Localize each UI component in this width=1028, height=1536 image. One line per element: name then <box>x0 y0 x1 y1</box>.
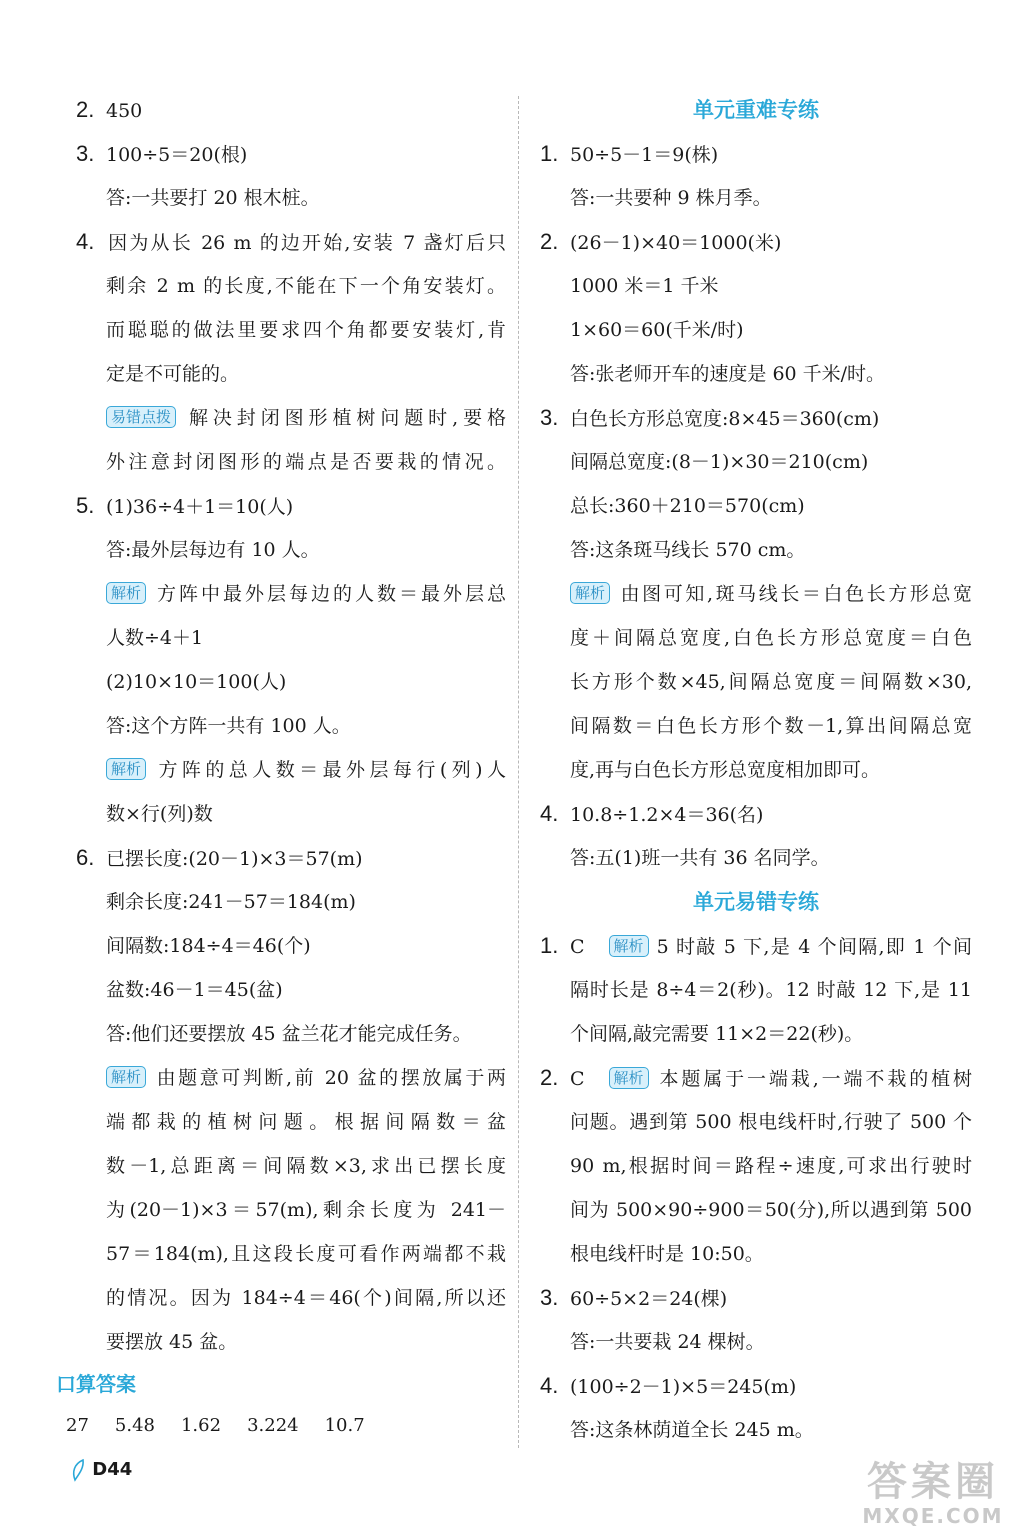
oral-answer-value: 5.48 <box>114 1415 155 1436</box>
question-number: 3. <box>540 405 559 430</box>
answer-line <box>76 1276 506 1320</box>
question-number: 1. <box>540 933 559 958</box>
line-text: 本题属于一端栽,一端不栽的植树 <box>656 1068 972 1090</box>
answer-line <box>76 440 506 484</box>
answer-line <box>76 264 506 308</box>
question-number: 4. <box>76 229 95 254</box>
line-text: 10.8÷1.2×4＝36(名) <box>570 804 764 826</box>
answer-line <box>540 352 972 396</box>
question-line <box>540 924 972 968</box>
question-line <box>540 220 972 264</box>
line-text: 1000 米＝1 千米 <box>570 275 719 297</box>
line-text: 根电线杆时是 10:50。 <box>570 1243 764 1265</box>
line-text: 问题。遇到第 500 根电线杆时,行驶了 500 个 <box>570 1111 972 1133</box>
answer-line <box>540 836 972 880</box>
answer-line <box>76 1056 506 1100</box>
answer-line <box>76 616 506 660</box>
line-text: 方阵中最外层每边的人数＝最外层总 <box>154 583 506 605</box>
line-text: 总长:360＋210＝570(cm) <box>570 495 805 517</box>
line-text: (100÷2－1)×5＝245(m) <box>570 1376 797 1398</box>
line-text: 答:张老师开车的速度是 60 千米/时。 <box>570 363 886 385</box>
line-text: 5 时敲 5 下,是 4 个间隔,即 1 个间 <box>656 936 972 958</box>
question-line <box>540 132 972 176</box>
line-text: 度＋间隔总宽度,白色长方形总宽度＝白色 <box>570 627 972 649</box>
question-number: 6. <box>76 845 95 870</box>
line-text: 定是不可能的。 <box>106 363 240 385</box>
answer-line <box>540 264 972 308</box>
line-text: 57＝184(m),且这段长度可看作两端都不栽 <box>106 1243 506 1265</box>
leaf-icon <box>70 1458 86 1482</box>
answer-line <box>540 660 972 704</box>
choice-answer: C <box>570 936 585 958</box>
oral-answer-value: 3.224 <box>247 1415 299 1436</box>
line-text: 答:一共要栽 24 棵树。 <box>570 1331 765 1353</box>
answer-line <box>76 396 506 440</box>
question-line <box>540 1364 972 1408</box>
note-badge: 解析 <box>570 582 610 604</box>
line-text: 答:这个方阵一共有 100 人。 <box>106 715 351 737</box>
line-text: 间隔数＝白色长方形个数－1,算出间隔总宽 <box>570 715 972 737</box>
note-badge: 解析 <box>609 1067 649 1089</box>
right-column <box>540 88 972 1452</box>
answer-line <box>76 308 506 352</box>
line-text: (26－1)×40＝1000(米) <box>570 232 782 254</box>
answer-line <box>540 1012 972 1056</box>
line-text: 答:这条林荫道全长 245 m。 <box>570 1419 814 1441</box>
answer-line <box>540 704 972 748</box>
line-text: 由题意可判断,前 20 盆的摆放属于两 <box>154 1067 506 1089</box>
line-text: 间隔数:184÷4＝46(个) <box>106 935 311 957</box>
answer-line <box>540 1320 972 1364</box>
line-text: 450 <box>106 100 143 122</box>
line-text: 答:五(1)班一共有 36 名同学。 <box>570 847 830 869</box>
error-practice-answers <box>540 924 972 1452</box>
line-text: 要摆放 45 盆。 <box>106 1331 238 1353</box>
question-line <box>540 396 972 440</box>
line-text: 答:一共要打 20 根木桩。 <box>106 187 320 209</box>
oral-answer-value: 27 <box>66 1415 89 1436</box>
question-number: 4. <box>540 1373 559 1398</box>
line-text: 而聪聪的做法里要求四个角都要安装灯,肯 <box>106 319 506 341</box>
note-badge: 解析 <box>609 935 649 957</box>
line-text: 答:一共要种 9 株月季。 <box>570 187 772 209</box>
answer-line <box>76 352 506 396</box>
answer-line <box>540 1232 972 1276</box>
line-text: 90 m,根据时间＝路程÷速度,可求出行驶时 <box>570 1155 972 1177</box>
question-line <box>540 1056 972 1100</box>
question-line <box>76 88 506 132</box>
note-badge: 易错点拨 <box>106 406 176 428</box>
page-number-text: D44 <box>92 1459 133 1480</box>
answer-line <box>76 1144 506 1188</box>
answer-line <box>540 440 972 484</box>
answer-line <box>540 528 972 572</box>
line-text: 答:这条斑马线长 570 cm。 <box>570 539 806 561</box>
answer-line <box>76 704 506 748</box>
answer-line <box>76 660 506 704</box>
line-text: 剩余长度:241－57＝184(m) <box>106 891 356 913</box>
answer-line <box>540 1188 972 1232</box>
question-number: 3. <box>76 141 95 166</box>
answer-line <box>76 880 506 924</box>
line-text: 为(20－1)×3＝57(m),剩余长度为 241－ <box>106 1199 506 1221</box>
line-text: 间为 500×90÷900＝50(分),所以遇到第 500 <box>570 1199 972 1221</box>
line-text: 度,再与白色长方形总宽度相加即可。 <box>570 759 881 781</box>
line-text: 100÷5＝20(根) <box>106 144 248 166</box>
left-column <box>56 88 506 1448</box>
line-text: 外注意封闭图形的端点是否要栽的情况。 <box>106 451 506 473</box>
choice-answer: C <box>570 1068 585 1090</box>
answer-line <box>540 1408 972 1452</box>
answer-line <box>76 1320 506 1364</box>
key-practice-answers <box>540 132 972 880</box>
line-text: 端都栽的植树问题。根据间隔数＝盆 <box>106 1111 506 1133</box>
line-text: 由图可知,斑马线长＝白色长方形总宽 <box>618 583 972 605</box>
question-number: 5. <box>76 493 95 518</box>
answer-line <box>540 176 972 220</box>
answer-line <box>540 1144 972 1188</box>
line-text: 隔时长是 8÷4＝2(秒)。12 时敲 12 下,是 11 <box>570 979 972 1001</box>
question-number: 4. <box>540 801 559 826</box>
line-text: 个间隔,敲完需要 11×2＝22(秒)。 <box>570 1023 864 1045</box>
question-line <box>76 484 506 528</box>
line-text: 答:他们还要摆放 45 盆兰花才能完成任务。 <box>106 1023 472 1045</box>
line-text: 数－1,总距离＝间隔数×3,求出已摆长度 <box>106 1155 506 1177</box>
answer-line <box>76 792 506 836</box>
question-line <box>540 792 972 836</box>
answer-line <box>76 968 506 1012</box>
question-number: 2. <box>540 229 559 254</box>
line-text: 剩余 2 m 的长度,不能在下一个角安装灯。 <box>106 275 506 297</box>
line-text: 已摆长度:(20－1)×3＝57(m) <box>106 848 363 870</box>
oral-calc-title: 口算答案 <box>56 1372 136 1396</box>
answer-line <box>540 484 972 528</box>
section-title-key-practice: 单元重难专练 <box>693 98 819 122</box>
line-text: 50÷5－1＝9(株) <box>570 144 719 166</box>
question-line <box>76 132 506 176</box>
line-text: 1×60＝60(千米/时) <box>570 319 744 341</box>
line-text: 解决封闭图形植树问题时,要格 <box>184 407 506 429</box>
question-line <box>76 220 506 264</box>
answer-line <box>76 176 506 220</box>
question-line <box>540 1276 972 1320</box>
oral-answer-value: 10.7 <box>324 1415 365 1436</box>
line-text: 60÷5×2＝24(棵) <box>570 1288 728 1310</box>
line-text: 答:最外层每边有 10 人。 <box>106 539 320 561</box>
oral-calc-answers <box>66 1404 506 1448</box>
page-number <box>70 1458 132 1492</box>
answer-line <box>76 1232 506 1276</box>
answer-line <box>540 616 972 660</box>
line-text: 因为从长 26 m 的边开始,安装 7 盏灯后只 <box>106 232 506 254</box>
question-number: 2. <box>540 1065 559 1090</box>
line-text: 长方形个数×45,间隔总宽度＝间隔数×30, <box>570 671 972 693</box>
question-number: 3. <box>540 1285 559 1310</box>
line-text: 数×行(列)数 <box>106 803 213 825</box>
line-text: 人数÷4＋1 <box>106 627 204 649</box>
note-badge: 解析 <box>106 758 146 780</box>
line-text: 方阵的总人数＝最外层每行(列)人 <box>154 759 506 781</box>
line-text: 盆数:46－1＝45(盆) <box>106 979 283 1001</box>
section-title-error-practice: 单元易错专练 <box>693 890 819 914</box>
oral-answer-value: 1.62 <box>180 1415 222 1436</box>
answer-line <box>76 528 506 572</box>
answer-line <box>76 924 506 968</box>
answer-line <box>540 748 972 792</box>
answer-line <box>76 1188 506 1232</box>
answer-line <box>540 572 972 616</box>
answer-line <box>76 572 506 616</box>
column-divider <box>518 96 519 1448</box>
question-number: 2. <box>76 97 95 122</box>
answer-line <box>540 1100 972 1144</box>
answer-line <box>540 968 972 1012</box>
note-badge: 解析 <box>106 1066 146 1088</box>
question-number: 1. <box>540 141 559 166</box>
answer-line <box>540 308 972 352</box>
line-text: 白色长方形总宽度:8×45＝360(cm) <box>570 408 880 430</box>
line-text: (2)10×10＝100(人) <box>106 671 287 693</box>
question-line <box>76 836 506 880</box>
line-text: 间隔总宽度:(8－1)×30＝210(cm) <box>570 451 869 473</box>
note-badge: 解析 <box>106 582 146 604</box>
answer-line <box>76 748 506 792</box>
line-text: (1)36÷4＋1＝10(人) <box>106 496 294 518</box>
line-text: 的情况。因为 184÷4＝46(个)间隔,所以还 <box>106 1287 506 1309</box>
answer-line <box>76 1100 506 1144</box>
watermark-logo: 答案圈 MXQE.COM <box>862 1459 1004 1528</box>
answer-line <box>76 1012 506 1056</box>
